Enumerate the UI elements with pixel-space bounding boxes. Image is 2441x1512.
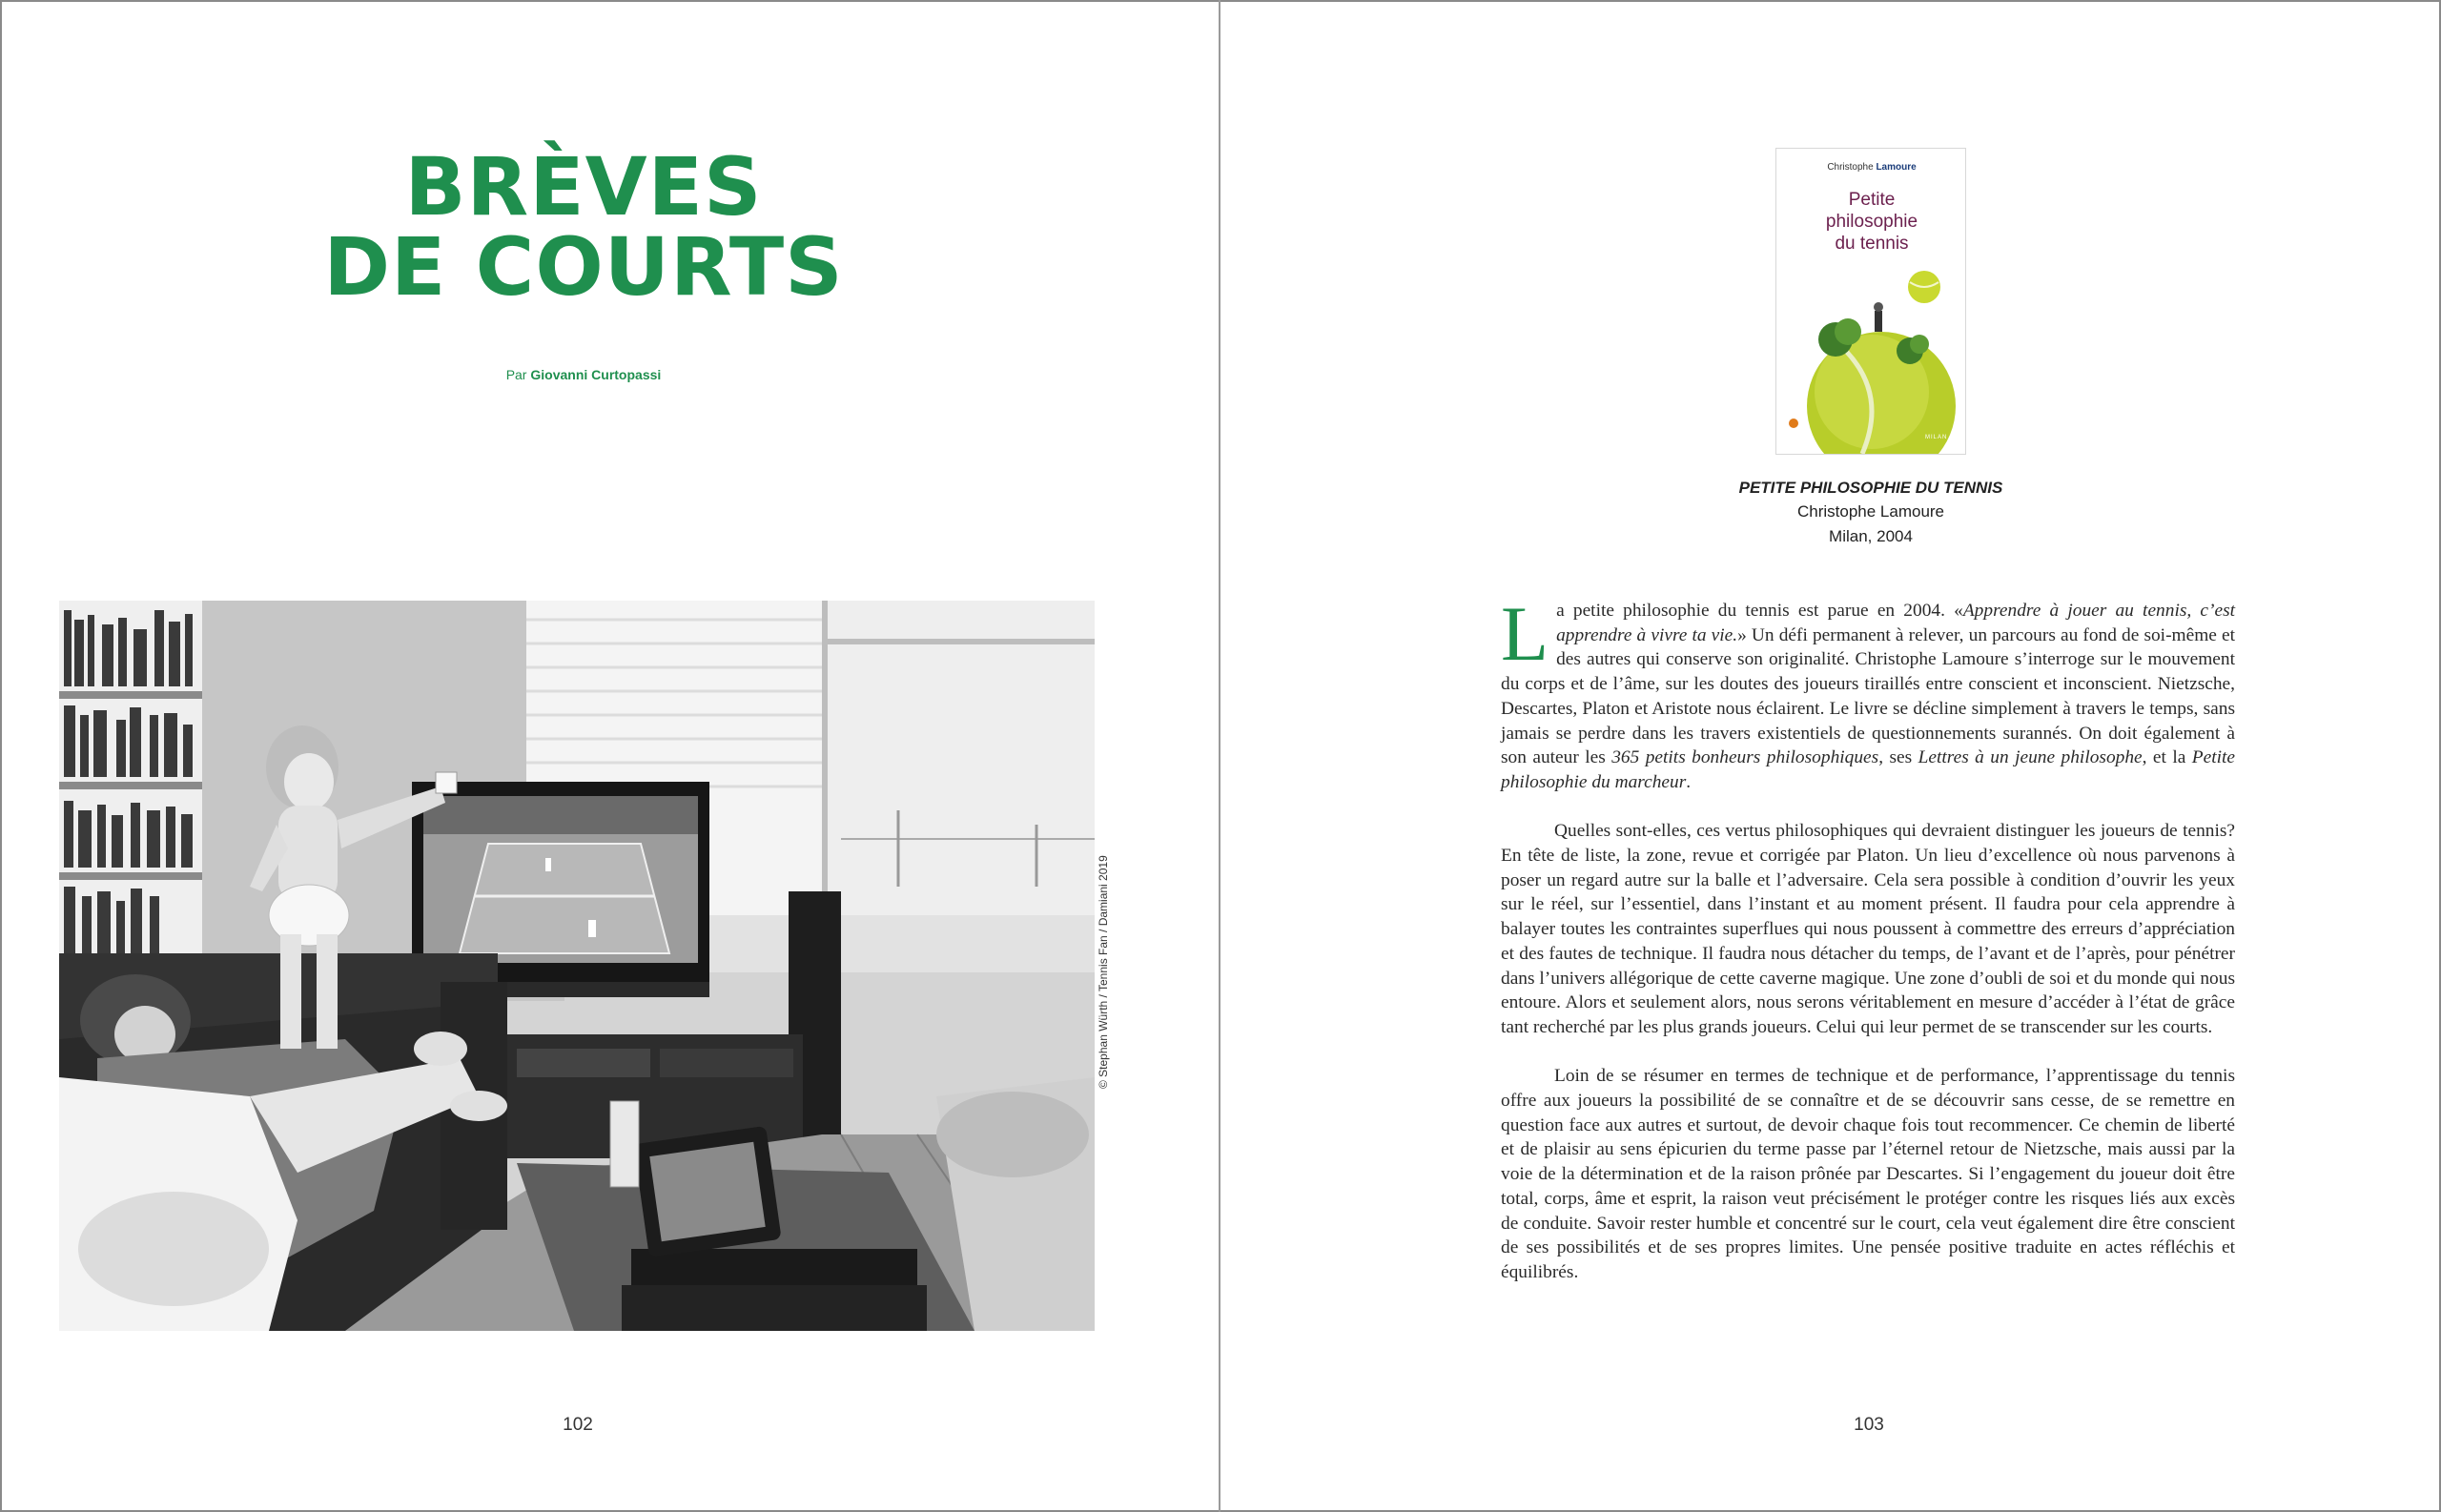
byline-author: Giovanni Curtopassi bbox=[530, 367, 662, 382]
paragraph-3: Loin de se résumer en termes de technique et de performance, l’apprentissage du tennis offre aux joueurs la possibilité de se connaître et de se découvrir sans cesse, de se remettre en question face aux autres et surtout, de devoir chaque fois tout recommencer. Ce chemin de liberté et de plaisir au sens épicurien du terme passe par l’éternel retour de Nietzsche, mais aussi par la voie de la détermination et de la raison prônée par Descartes. Si l’engagement du joueur doit être total, corps, âme et esprit, la raison veut précisément le protéger contre les risques liés aux excès de conduite. Savoir rester humble et concentré sur le court, cela veut également dire être conscient de ses possibilités et de ses propres limites. Une pensée positive traduite en actes réfléchis et équilibrés. bbox=[1501, 1066, 2235, 1282]
photo-credit: © Stephan Würth / Tennis Fan / Damiani 2019 bbox=[1097, 855, 1110, 1089]
cover-publisher: MILAN bbox=[1925, 435, 1948, 440]
p1-book-3: Petite philosophie du marcheur bbox=[1501, 747, 2235, 792]
cover-title-line-2: philosophie bbox=[1825, 212, 1918, 232]
page-number-left: 102 bbox=[563, 1415, 593, 1435]
cover-title-line-1: Petite bbox=[1848, 190, 1896, 210]
article-body bbox=[1501, 590, 2236, 1309]
p1-text-b: » Un défi permanent à relever, un parcours au fond de soi-même et des autres qui conserve son originalité. Christophe Lamoure s’interroge sur le mouvement du corps et de l’âme, sur les doutes des joueurs tiraillés entre conscient et inconscient. Nietzsche, Descartes, Platon et Aristote nous éclairent. Le livre se décline simplement à travers le temps, sans jamais se perdre dans les travers existentiels de questionnements surannés. On doit également à son auteur les bbox=[1501, 624, 2236, 768]
article-title-line-1: BRÈVES bbox=[404, 140, 763, 234]
p1-text-d: , et la bbox=[2142, 747, 2192, 768]
book-cover bbox=[1775, 148, 1966, 455]
paragraph-2: Quelles sont-elles, ces vertus philosophiques qui devraient distinguer les joueurs de tennis? En tête de liste, la zone, revue et corrigée par Platon. Un lieu d’excellence où nous parvenons à poser un regard autre sur la balle et l’adversaire. Cela sera possible à condition d’ouvrir les yeux sur le réel, sur l’essentiel, dans l’instant et au moment présent. Il faudra pour cela apprendre à balayer toutes les contraintes superflues qui nous poussent à commettre des erreurs d’appréciation et des fautes de technique. Il faudra nous détacher du temps, de l’avant et de l’après, pour pénétrer dans l’univers allégorique de cette caverne magique. Une zone d’oubli de soi et du monde qui nous entoure. Alors et seulement alors, nous serons véritablement en mesure d’accéder à l’état de grâce tant recherché par les plus grands joueurs. Celui qui leur permet de se transcender sur les courts. bbox=[1501, 821, 2235, 1037]
article-title-line-2: DE COURTS bbox=[323, 220, 844, 314]
p1-text-e: . bbox=[1686, 771, 1692, 792]
byline bbox=[2, 367, 1165, 382]
cover-title bbox=[1776, 189, 1966, 255]
p1-book-1: 365 petits bonheurs philosophiques bbox=[1611, 747, 1879, 768]
paragraph-1 bbox=[1501, 590, 2236, 795]
p1-text-a: a petite philosophie du tennis est parue en 2004. « bbox=[1556, 601, 1963, 621]
p1-text-c: , ses bbox=[1878, 747, 1918, 768]
cover-author bbox=[1776, 162, 1966, 173]
p1-book-2: Lettres à un jeune philosophe bbox=[1918, 747, 2143, 768]
caption-publisher-year: Milan, 2004 bbox=[1829, 527, 1913, 545]
cover-author-last: Lamoure bbox=[1876, 162, 1917, 173]
caption-book-title: PETITE PHILOSOPHIE DU TENNIS bbox=[1738, 479, 2003, 497]
page-number-right: 103 bbox=[1854, 1415, 1884, 1435]
page-gutter bbox=[1219, 0, 1220, 1512]
drop-cap: L bbox=[1501, 590, 1549, 677]
living-room-photo bbox=[59, 601, 1095, 1331]
caption-book-author: Christophe Lamoure bbox=[1796, 502, 1945, 521]
photo-illustration bbox=[59, 601, 1095, 1331]
cover-author-first: Christophe bbox=[1827, 162, 1877, 173]
p1-quote: Apprendre à jouer au tennis, c’est apprendre à vivre ta vie. bbox=[1556, 601, 2236, 645]
cover-title-line-3: du tennis bbox=[1835, 234, 1909, 254]
byline-prefix: Par bbox=[505, 367, 531, 382]
